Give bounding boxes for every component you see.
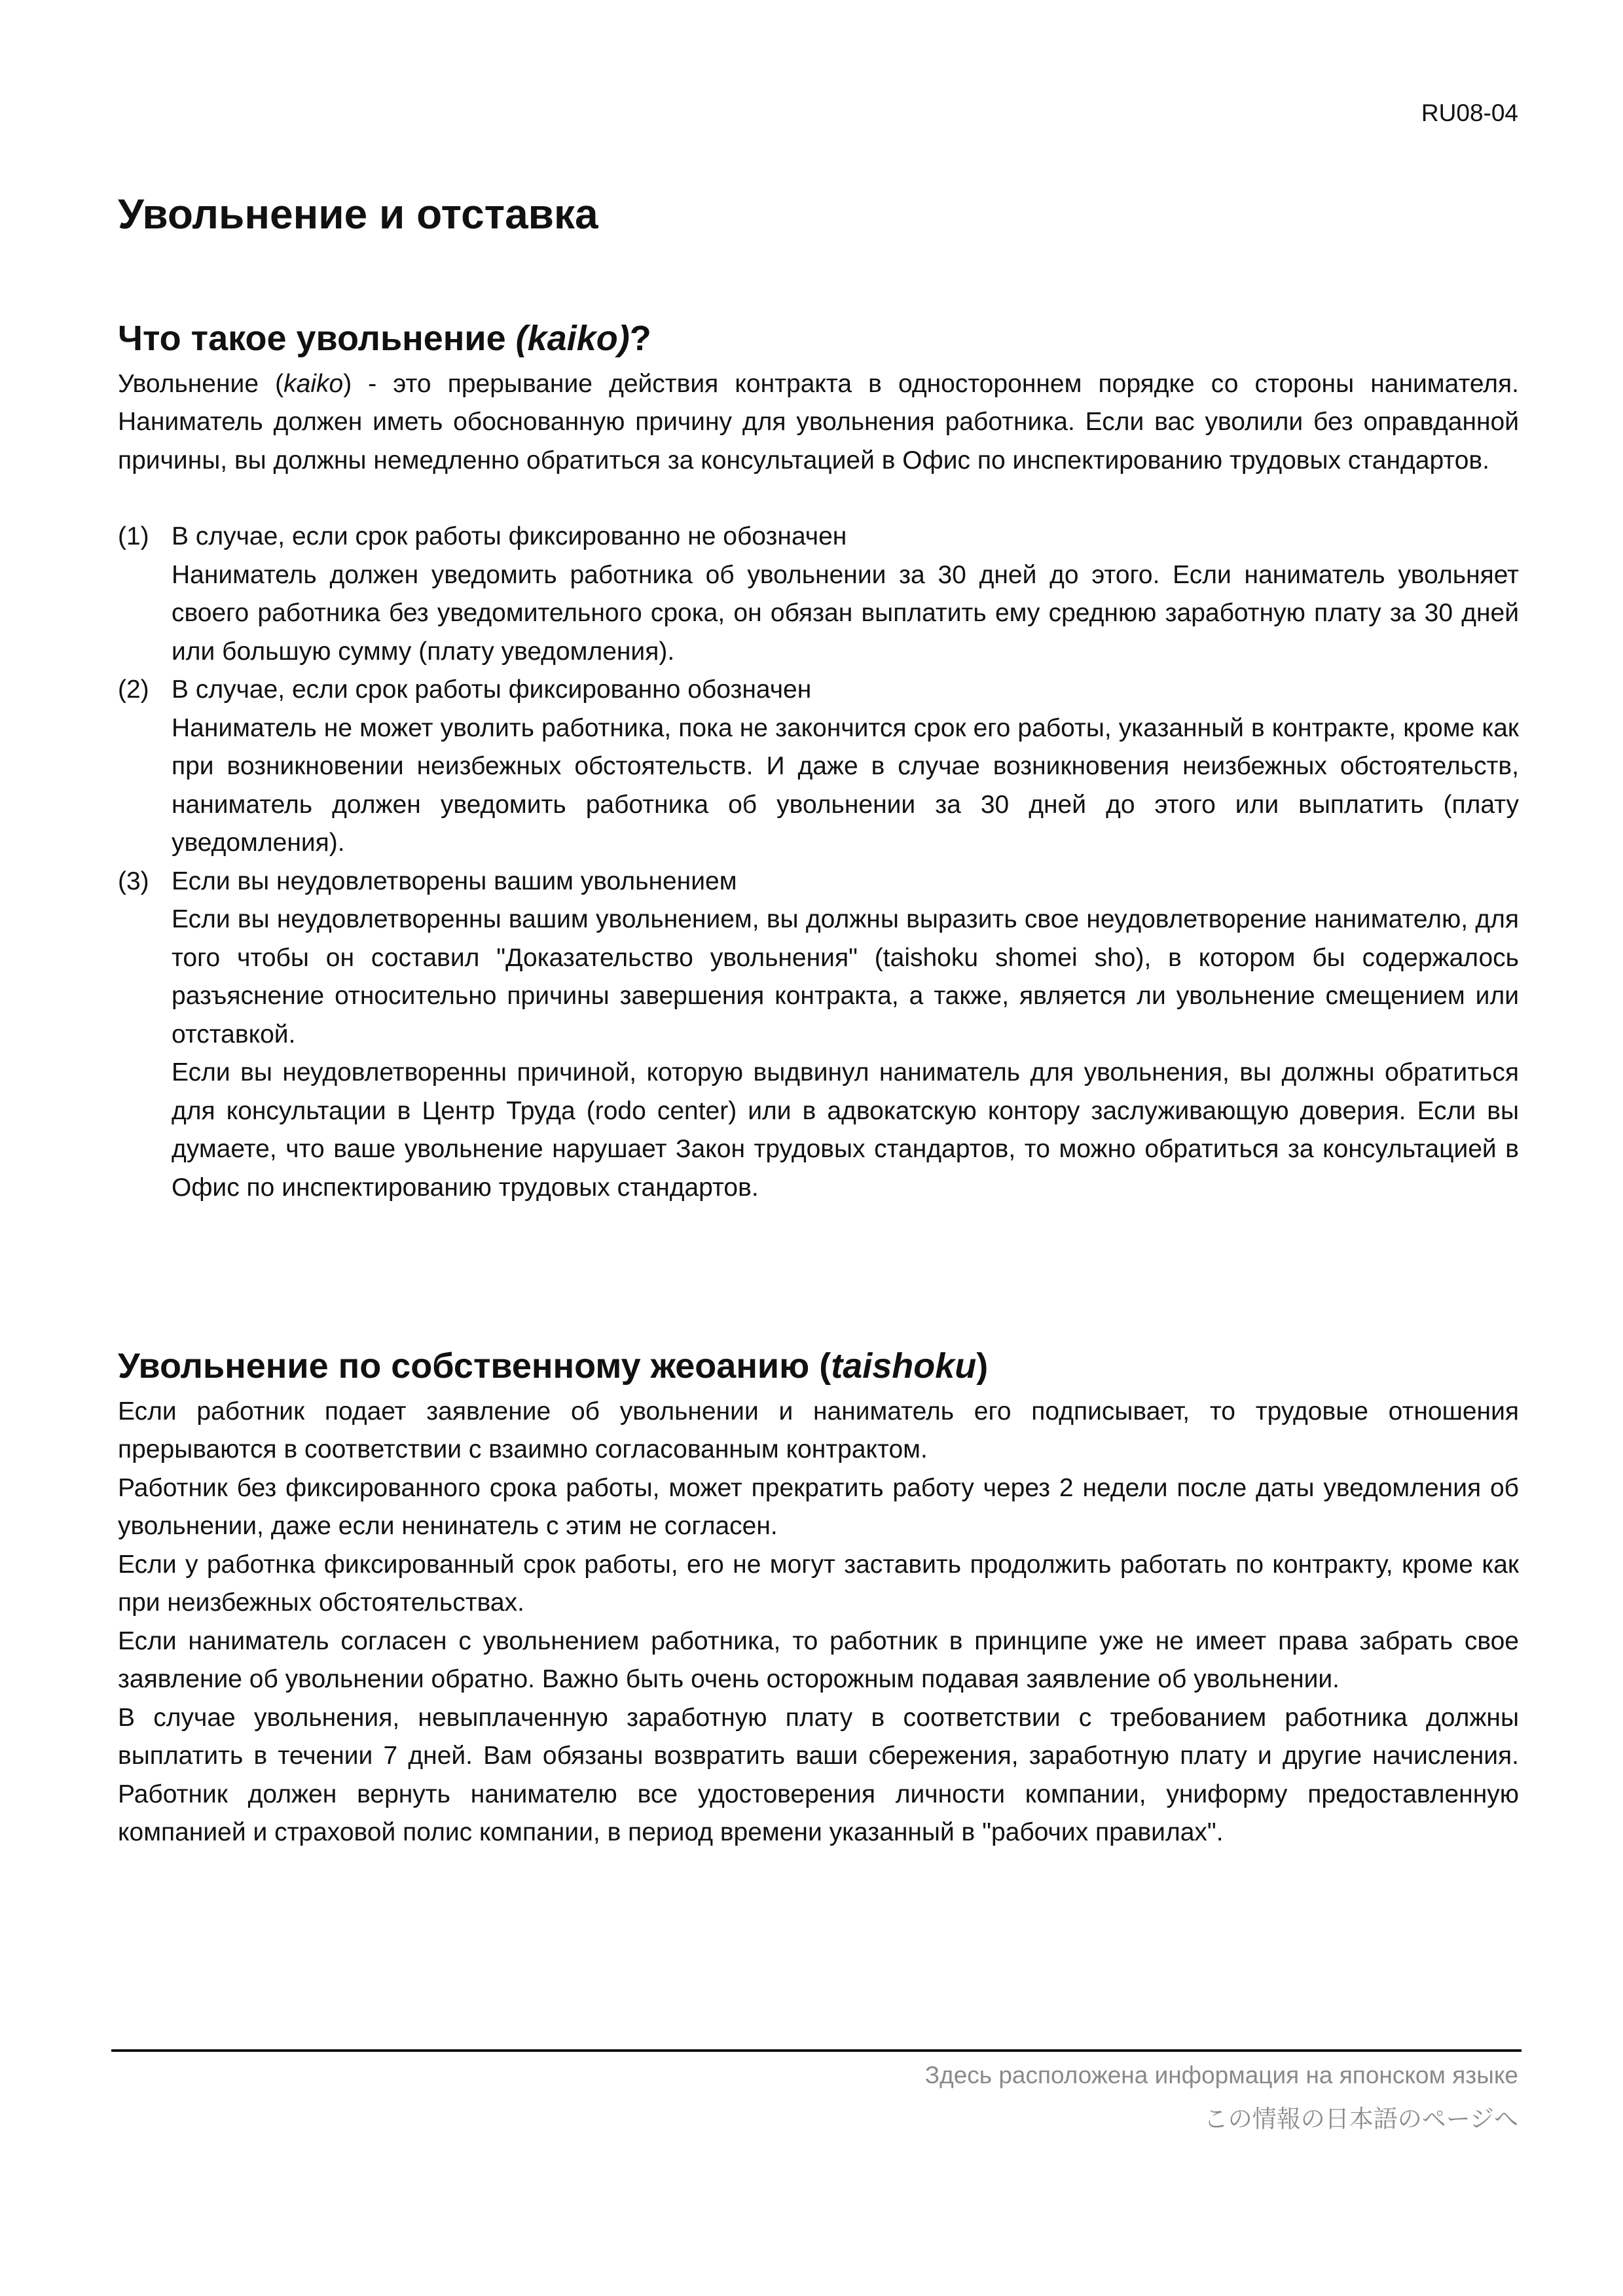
item-heading: Если вы неудовлетворены вашим увольнением [172, 867, 737, 895]
item-heading: В случае, если срок работы фиксированно обозначен [172, 675, 812, 704]
item-number: (1) [118, 522, 149, 551]
item-number: (3) [118, 867, 149, 895]
section-heading-dismissal [118, 317, 1519, 360]
paragraph: Если работник подает заявление об увольнении и наниматель его подписывает, то трудовые отношения прерываются в соответствии с взаимно согласованным контрактом. [118, 1397, 1519, 1464]
item-heading: В случае, если срок работы фиксированно не обозначен [172, 522, 847, 551]
item-number: (2) [118, 675, 149, 704]
section-dismissal [118, 317, 1519, 1207]
item-paragraph: Наниматель не может уволить работника, пока не закончится срок его работы, указанный в контракте, кроме как при возникновении неизбежных обстоятельств. И даже в случае возникновения неизбежных обстоятельств, наниматель должен уведомить работника об увольнении за 30 дней до этого или выплатить (плату уведомления). [172, 713, 1519, 857]
paragraph: Если наниматель согласен с увольнением работника, то работник в принципе уже не имеет права забрать свое заявление об увольнении обратно. Важно быть очень осторожным подавая заявление об увольнении. [118, 1626, 1519, 1694]
section-heading-term: (kaiko) [515, 319, 630, 358]
footer-divider [111, 2049, 1522, 2052]
item-paragraph: Если вы неудовлетворенны причиной, которую выдвинул наниматель для увольнения, вы должны обратиться для консультации в Центр Труда (rodo center) или в адвокатскую контору заслуживающую доверия. Если вы думаете, что ваше увольнение нарушает Закон трудовых стандартов, то можно обратиться за консультацией в Офис по инспектированию трудовых стандартов. [172, 1058, 1519, 1202]
intro-paragraph: Увольнение (kaiko) - это прерывание действия контракта в одностороннем порядке со стороны нанимателя. Наниматель должен иметь обоснованную причину для увольнения работника. Если вас уволили без оправданной причины, вы должны немедленно обратиться за консультацией в Офис по инспектированию трудовых стандартов. [118, 369, 1519, 475]
page-title: Увольнение и отставка [118, 190, 598, 238]
japanese-info-link[interactable]: Здесь расположена информация на японском языке [924, 2062, 1518, 2089]
dismissal-cases-list [118, 518, 1519, 1207]
list-item [118, 863, 1519, 1208]
document-code: RU08-04 [1421, 99, 1518, 126]
paragraph: Если у работнка фиксированный срок работы, его не могут заставить продолжить работать по контракту, кроме как при неизбежных обстоятельствах. [118, 1550, 1519, 1617]
section-heading-resignation: Увольнение по собственному жеоанию (taishoku) [118, 1346, 989, 1386]
paragraph: В случае увольнения, невыплаченную заработную плату в соответствии с требованием работника должны выплатить в течении 7 дней. Вам обязаны возвратить ваши сбережения, заработную плату и другие начисления. Работник должен вернуть нанимателю все удостоверения личности компании, униформу предоставленную компанией и страховой полис компании, в период времени указанный в "рабочих правилах". [118, 1703, 1519, 1847]
paragraph: Работник без фиксированного срока работы, может прекратить работу через 2 недели после даты уведомления об увольнении, даже если ненинатель с этим не согласен. [118, 1473, 1519, 1541]
section-heading-term: taishoku [831, 1346, 977, 1386]
item-paragraph: Если вы неудовлетворенны вашим увольнением, вы должны выразить свое неудовлетворение нанимателю, для того чтобы он составил "Доказательство увольнения" (taishoku shomei sho), в котором бы содержалось разъяснение относительно причины завершения контракта, а также, является ли увольнение смещением или отставкой. [172, 905, 1519, 1049]
section-heading-end: ? [629, 319, 651, 358]
section-heading-text: Что такое увольнение [118, 319, 516, 358]
item-paragraph: Наниматель должен уведомить работника об увольнении за 30 дней до этого. Если наниматель увольняет своего работника без уведомительного срока, он обязан выплатить ему среднюю заработную плату за 30 дней или большую сумму (плату уведомления). [172, 560, 1519, 666]
list-item [118, 671, 1519, 863]
section-resignation [118, 1345, 1519, 1852]
japanese-page-link[interactable]: この情報の日本語のページへ [1203, 2105, 1518, 2133]
term-kaiko: kaiko [283, 369, 344, 398]
list-item [118, 518, 1519, 671]
